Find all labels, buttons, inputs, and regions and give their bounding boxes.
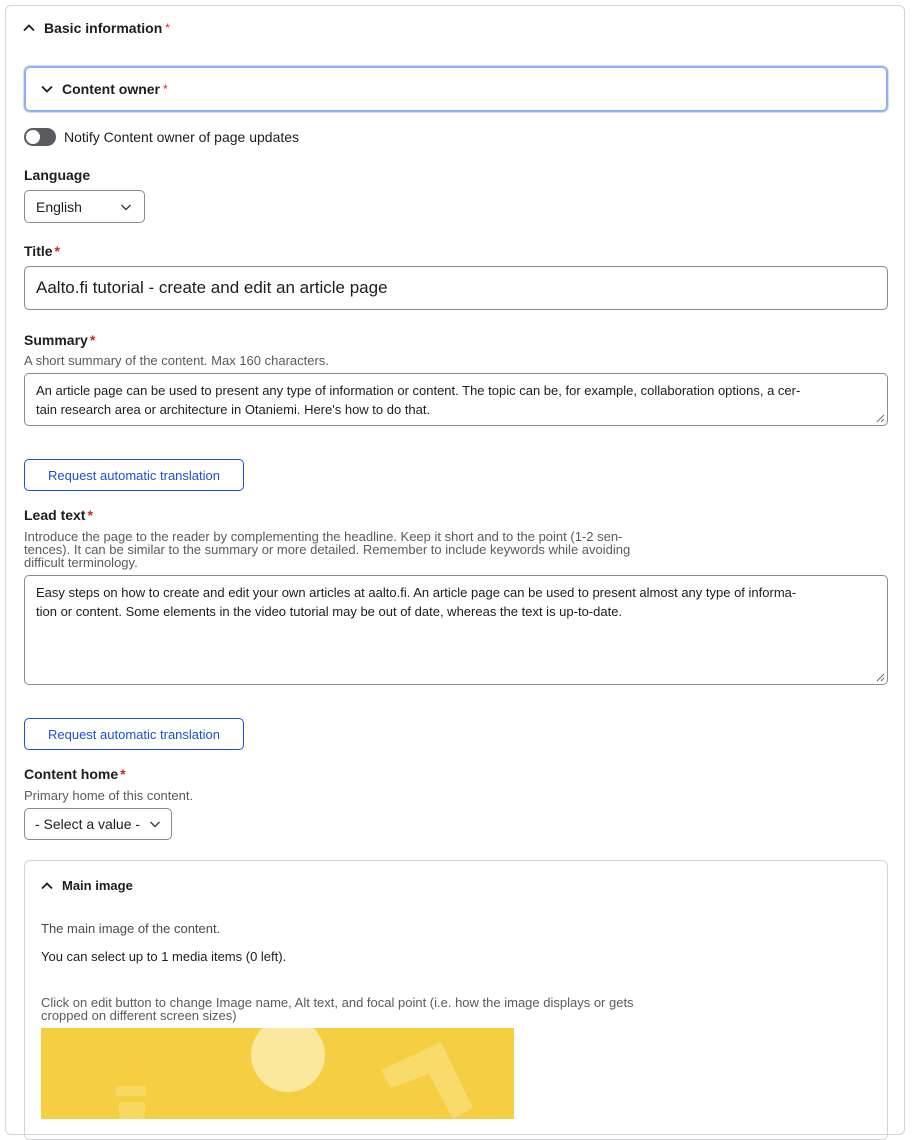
title-input[interactable] (24, 266, 888, 310)
request-translation-label: Request automatic translation (48, 726, 220, 742)
chevron-down-icon (40, 82, 54, 96)
required-mark: * (87, 507, 93, 523)
required-mark: * (163, 82, 168, 96)
request-translation-label: Request automatic translation (48, 467, 220, 483)
lead-text-description-line: tences). It can be similar to the summary or more detailed. Remember to include keywords while avoiding (24, 542, 631, 557)
required-mark: * (54, 243, 60, 259)
content-home-label-text: Content home (24, 766, 119, 782)
request-translation-button[interactable] (24, 459, 244, 491)
language-value: English (36, 198, 82, 215)
lead-text-description-line: Introduce the page to the reader by complementing the headline. Keep it short and to the point (1-2 sen- (24, 529, 623, 544)
lead-text-line: tion or content. Some elements in the video tutorial may be out of date, whereas the text is up-to-date. (36, 604, 623, 619)
lead-text-textarea[interactable] (24, 575, 888, 685)
language-label: Language (24, 167, 91, 183)
media-limit-text: You can select up to 1 media items (0 left). (41, 949, 287, 964)
content-home-value: - Select a value - (35, 816, 141, 832)
summary-label-text: Summary (24, 332, 88, 348)
title-value: Aalto.fi tutorial - create and edit an article page (36, 278, 388, 297)
title-label (24, 243, 60, 259)
summary-line: An article page can be used to present any type of information or content. The topic can be, for example, collaboration options, a cer- (36, 383, 801, 398)
basic-information-label: Basic information (44, 20, 163, 36)
summary-description: A short summary of the content. Max 160 characters. (24, 353, 329, 368)
content-home-select[interactable] (24, 808, 172, 840)
image-thumbnail (41, 1028, 514, 1119)
summary-textarea[interactable] (24, 373, 888, 426)
required-mark: * (165, 21, 170, 35)
lead-text-line: Easy steps on how to create and edit your own articles at aalto.fi. An article page can be used to present almost any type of informa- (36, 585, 797, 600)
title-label-text: Title (24, 243, 53, 259)
chevron-down-icon (149, 818, 161, 830)
basic-information-toggle[interactable] (22, 20, 170, 36)
content-owner-toggle[interactable] (40, 81, 168, 97)
main-image-toggle[interactable] (40, 878, 133, 893)
edit-hint (41, 996, 634, 1022)
main-image-description: The main image of the content. (41, 921, 221, 936)
content-owner-label: Content owner (62, 81, 160, 97)
content-home-description: Primary home of this content. (24, 788, 194, 803)
request-translation-button[interactable] (24, 718, 244, 750)
resize-grip-icon[interactable] (876, 414, 885, 423)
edit-hint-line: Click on edit button to change Image name, Alt text, and focal point (i.e. how the image displays or gets (41, 995, 634, 1010)
required-mark: * (120, 766, 126, 782)
notify-toggle-switch[interactable] (24, 128, 56, 146)
edit-hint-line: cropped on different screen sizes) (41, 1008, 237, 1023)
chevron-up-icon (40, 879, 54, 893)
notify-label: Notify Content owner of page updates (64, 129, 300, 145)
lead-text-label (24, 507, 93, 523)
main-image-label: Main image (62, 878, 133, 893)
chevron-down-icon (120, 201, 132, 213)
resize-grip-icon[interactable] (876, 673, 885, 682)
chevron-up-icon (22, 21, 36, 35)
main-image-preview[interactable] (41, 1028, 514, 1119)
notify-row (24, 128, 299, 146)
lead-text-label-text: Lead text (24, 507, 86, 523)
required-mark: * (89, 332, 96, 348)
language-select[interactable] (24, 190, 145, 223)
summary-line: tain research area or architecture in Otaniemi. Here's how to do that. (36, 402, 431, 417)
summary-label (24, 332, 95, 348)
lead-text-description (24, 530, 630, 569)
lead-text-description-line: difficult terminology. (24, 555, 138, 570)
content-home-label (24, 766, 126, 782)
